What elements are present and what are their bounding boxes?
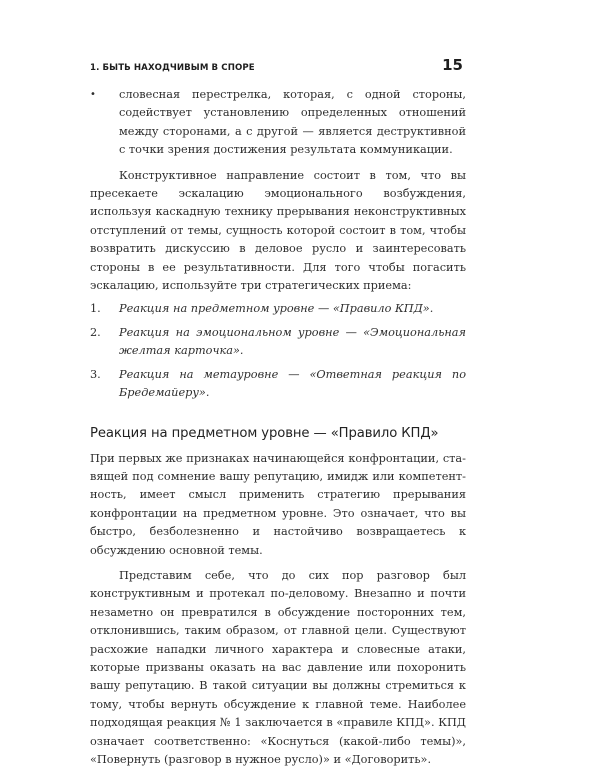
strategy-list <box>90 300 466 402</box>
page-number: 15 <box>442 56 463 74</box>
chapter-running-title: 1. БЫТЬ НАХОДЧИВЫМ В СПОРЕ <box>90 63 255 73</box>
book-page <box>90 56 466 769</box>
list-number: 2. <box>90 325 101 339</box>
section-heading: Реакция на предметном уровне — «Правило КПД» <box>90 425 439 441</box>
running-header <box>90 56 466 82</box>
bullet-item <box>90 86 466 160</box>
strategy-text: Реакция на метауровне — «Ответная реакция по Бредемайеру». <box>119 367 466 400</box>
list-number: 1. <box>90 302 101 316</box>
strategy-item <box>90 324 466 361</box>
section-paragraph: При первых же признаках начинающейся конфронтации, ставящей под сомнение вашу репутацию, имидж или компетентность, имеет смысл применить стратегию прерывания конфронтации на предметном уровне. Это означает, что вы быстро, безболезненно и настойчиво возвращаетесь к обсуждению основной темы. <box>90 451 466 557</box>
strategy-item <box>90 300 466 318</box>
body-text <box>90 86 466 769</box>
strategy-item <box>90 366 466 403</box>
bullet-icon: • <box>90 89 96 100</box>
section-paragraph: Представим себе, что до сих пор разговор был конструктивным и протекал по-деловому. Внезапно и почти незаметно он превратился в обсуждение посторонних тем, отклонившись, таким образом, от главной цели. Существуют расхожие нападки личного характера и словесные атаки, которые призваны оказать на вас давление или похоронить вашу репутацию. В такой ситуации вы должны стремиться к тому, чтобы вернуть обсуждение к главной теме. Наиболее подходящая реакция № 1 заключается в «правиле КПД». КПД означает соответственно: «Коснуться (какой-либо темы)», «Повернуть (разговор в нужное русло)» и «Договорить». <box>90 568 466 766</box>
bullet-list <box>90 86 466 160</box>
list-number: 3. <box>90 367 101 381</box>
strategy-text: Реакция на эмоциональном уровне — «Эмоциональная желтая карточка». <box>119 325 466 358</box>
strategy-text: Реакция на предметном уровне — «Правило КПД». <box>119 302 434 316</box>
intro-paragraph: Конструктивное направление состоит в том, что вы пресекаете эскалацию эмоционального возбуждения, используя каскадную технику прерывания неконструктивных отступлений от темы, сущность которой состоит в том, чтобы возвратить дискуссию в деловое русло и заинтересовать стороны в ее результативности. Для того чтобы погасить эскалацию, используйте три стратегических приема: <box>90 168 466 293</box>
bullet-text: словесная перестрелка, которая, с одной стороны, содействует установлению определенных отношений между сторонами, а с другой — является деструктивной с точки зрения достижения результата коммуникации. <box>119 88 466 157</box>
